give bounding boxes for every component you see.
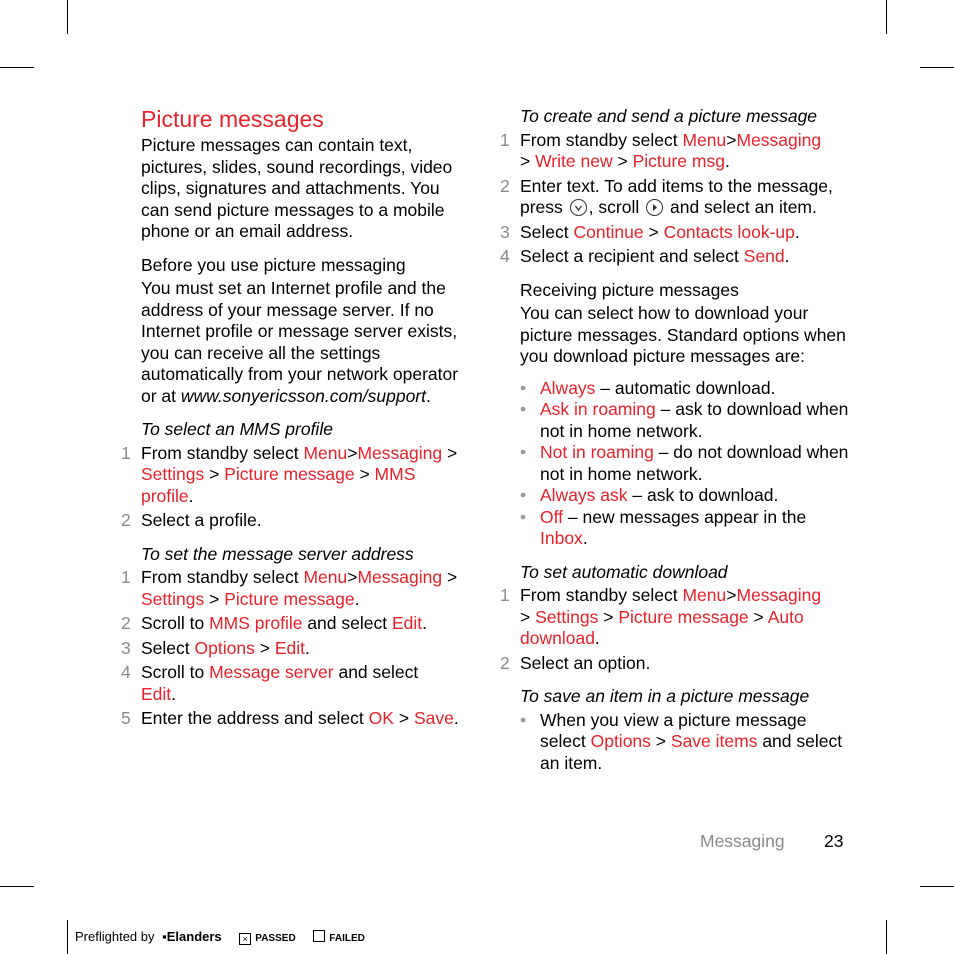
step-item: 3 Select Continue > Contacts look-up. (500, 221, 800, 242)
task-heading: To select an MMS profile (141, 419, 333, 439)
right-column (500, 106, 850, 774)
menu-link: MMS (374, 464, 416, 484)
bullet-icon: • (520, 709, 527, 730)
before-paragraph: You must set an Internet profile and the address of your message server. If no Internet profile or message server exists, you can receive all the settings automatically from your network operator or at www.sonyericsson.com/support. (141, 278, 459, 406)
step-item: 1 From standby select Menu>Messaging > Settings > Picture message > Auto download. (500, 585, 822, 648)
crop-mark (67, 920, 68, 954)
option-list (520, 378, 850, 550)
crop-mark (920, 67, 954, 68)
task-heading: To save an item in a picture message (520, 686, 810, 706)
step-number: 3 (500, 221, 510, 242)
list-item: • Not in roaming – do not download when not in home network. (520, 442, 849, 484)
step-number: 2 (121, 510, 131, 530)
step-list (121, 567, 471, 730)
passed-checkbox-icon: × (239, 933, 251, 945)
menu-link: profile (141, 485, 189, 506)
bullet-icon: • (520, 506, 527, 527)
failed-checkbox-icon (313, 930, 325, 942)
footer-section-name: Messaging (700, 831, 785, 851)
crop-mark (0, 886, 34, 887)
page-number: 23 (824, 831, 844, 851)
step-number: 4 (121, 662, 131, 682)
bullet-icon: • (520, 399, 527, 419)
menu-link: Picture message (224, 464, 355, 484)
menu-link: Menu (303, 442, 348, 463)
step-number: 2 (121, 613, 131, 633)
step-number: 1 (121, 567, 131, 587)
step-item: 1 From standby select Menu>Messaging > Settings > Picture message. (121, 567, 458, 609)
step-item: 2 Enter text. To add items to the message, press , scroll and select an item. (500, 175, 833, 217)
list-item: • Ask in roaming – ask to download when not in home network. (520, 399, 849, 441)
list-item: • When you view a picture message select Options > Save items and select an item. (520, 709, 843, 773)
step-item: 1 From standby select Menu>Messaging > Settings > Picture message > MMS profile. (121, 442, 458, 506)
step-item: 4 Select a recipient and select Send. (500, 246, 790, 266)
step-list (500, 585, 850, 674)
step-item: 2 Select a profile. (121, 510, 262, 530)
bullet-icon: • (520, 377, 527, 398)
step-number: 1 (121, 442, 131, 463)
task-heading: To create and send a picture message (520, 106, 818, 126)
step-number: 1 (500, 585, 510, 605)
list-item: • Always ask – ask to download. (520, 485, 779, 505)
step-item: 2 Scroll to MMS profile and select Edit. (121, 613, 428, 633)
intro-paragraph: Picture messages can contain text, pictures, slides, sound recordings, video clips, signatures and attachments. You can send picture messages to a mobile phone or an email address. (141, 135, 453, 241)
section-heading: Receiving picture messages (520, 279, 739, 300)
menu-link: Settings (141, 464, 205, 484)
step-item: 5 Enter the address and select OK > Save. (121, 708, 459, 728)
bullet-icon: • (520, 442, 527, 462)
task-heading: To set the message server address (141, 543, 414, 564)
list-item: • Always – automatic download. (520, 377, 776, 398)
preflight-stamp: Preflighted by ▪︎Elanders × PASSED FAILED (75, 929, 365, 944)
step-item: 3 Select Options > Edit. (121, 637, 310, 658)
crop-mark (886, 920, 887, 954)
support-url: www.sonyericsson.com/support (180, 385, 427, 406)
bullet-icon: • (520, 485, 527, 505)
left-column (121, 106, 471, 733)
crop-mark (67, 0, 68, 34)
step-list (121, 442, 471, 532)
step-item: 1 From standby select Menu>Messaging > Write new > Picture msg. (500, 129, 822, 171)
selection-key-icon (570, 199, 587, 216)
step-item: 4 Scroll to Message server and select Edit. (121, 662, 419, 704)
list-item: • Off – new messages appear in the Inbox. (520, 506, 807, 548)
step-number: 4 (500, 246, 510, 266)
menu-link: Messaging (357, 442, 443, 463)
step-number: 3 (121, 637, 131, 658)
option-list (520, 710, 850, 775)
section-heading: Before you use picture messaging (141, 254, 406, 275)
step-item: 2 Select an option. (500, 652, 651, 673)
navigation-key-icon (646, 199, 663, 216)
step-number: 2 (500, 175, 510, 196)
crop-mark (0, 67, 34, 68)
step-number: 5 (121, 708, 131, 728)
task-heading: To set automatic download (520, 561, 728, 582)
page-title: Picture messages (141, 106, 324, 132)
step-number: 1 (500, 129, 510, 150)
receive-paragraph: You can select how to download your picture messages. Standard options when you download picture messages are: (520, 303, 846, 366)
elanders-logo: ▪︎Elanders (162, 929, 222, 944)
step-number: 2 (500, 652, 510, 673)
crop-mark (886, 0, 887, 34)
crop-mark (920, 886, 954, 887)
step-list (500, 129, 850, 268)
